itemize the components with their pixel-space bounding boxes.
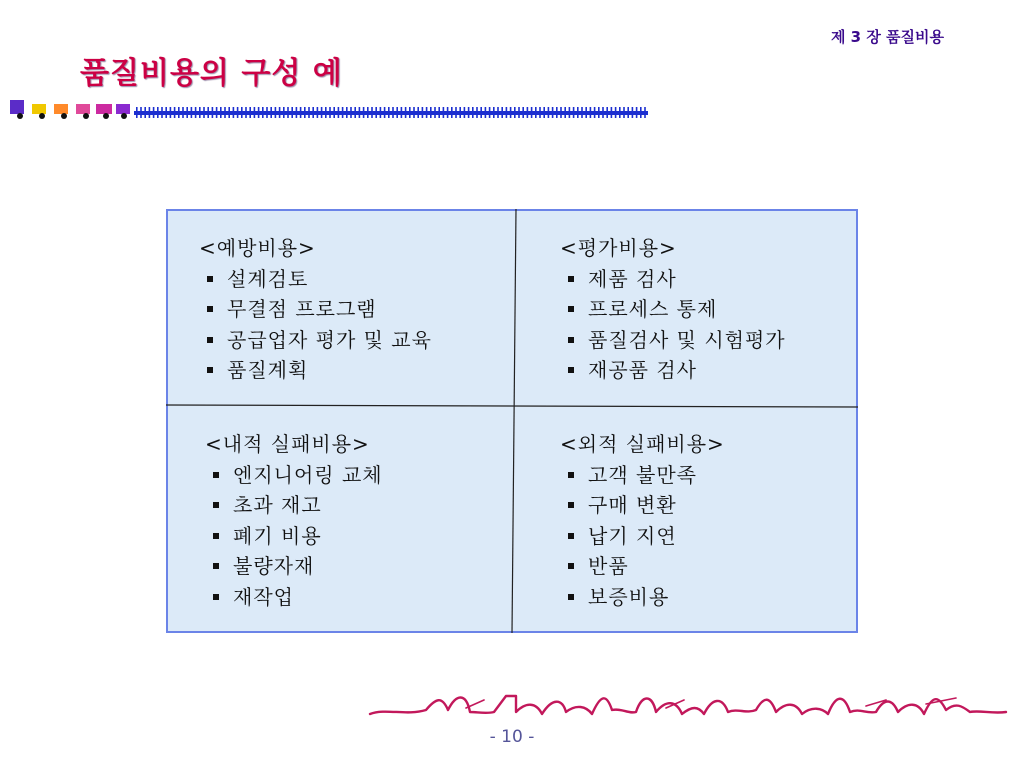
rail-tie [632,107,634,118]
rail-tie [510,107,512,118]
rail-tie [409,107,411,118]
square-bullet-icon [568,276,574,282]
rail-tie [594,107,596,118]
list-item: 재작업 [205,582,383,613]
square-bullet-icon [568,337,574,343]
external-failure-cost-heading: <외적 실패비용> [560,432,725,456]
rail-tie [535,107,537,118]
rail-tie [338,107,340,118]
decorative-scribble [366,688,1011,722]
rail-tie [485,107,487,118]
rail-tie [539,107,541,118]
rail-tie [346,107,348,118]
appraisal-cost-heading: <평가비용> [560,236,677,260]
rail-tie [233,107,235,118]
prevention-cost-quadrant [199,233,432,386]
rail-tie [136,107,138,118]
rail-tie [149,107,151,118]
rail-tie [501,107,503,118]
rail-tie [388,107,390,118]
square-bullet-icon [568,563,574,569]
rail-tie [417,107,419,118]
rail-tie [464,107,466,118]
rail-tie [375,107,377,118]
rail-tie [384,107,386,118]
rail-tie [140,107,142,118]
square-bullet-icon [213,594,219,600]
square-bullet-icon [568,306,574,312]
list-item: 초과 재고 [205,490,383,521]
rail-tie [548,107,550,118]
prevention-cost-list [199,264,432,386]
rail-tie [527,107,529,118]
rail-tie [224,107,226,118]
internal-failure-cost-heading: <내적 실패비용> [205,432,370,456]
list-item: 품질검사 및 시험평가 [560,325,786,356]
square-bullet-icon [207,367,213,373]
rail-tie [266,107,268,118]
rail-tie [640,107,642,118]
rail-tie [367,107,369,118]
rail-tie [430,107,432,118]
rail-tie [506,107,508,118]
rail-tie [401,107,403,118]
rail-tie [195,107,197,118]
rail-tie [619,107,621,118]
rail-tie [585,107,587,118]
rail-tie [543,107,545,118]
rail-tie [161,107,163,118]
rail-tie [531,107,533,118]
list-item: 무결점 프로그램 [199,294,432,325]
rail-tie [413,107,415,118]
prevention-cost-heading: <예방비용> [199,236,316,260]
list-item: 보증비용 [560,582,725,613]
rail-tie [157,107,159,118]
rail-tie [472,107,474,118]
square-bullet-icon [568,472,574,478]
rail-tie [182,107,184,118]
rail-tie [556,107,558,118]
list-item: 구매 변환 [560,490,725,521]
rail-tie [325,107,327,118]
rail-tie [270,107,272,118]
list-item: 고객 불만족 [560,460,725,491]
square-bullet-icon [568,367,574,373]
rail-tie [518,107,520,118]
rail-tie [296,107,298,118]
rail-tie [380,107,382,118]
rail-tie [443,107,445,118]
rail-tie [422,107,424,118]
rail-tie [178,107,180,118]
rail-tie [426,107,428,118]
external-failure-cost-quadrant [560,429,725,612]
rail-tie [459,107,461,118]
rail-tie [598,107,600,118]
rail-tie [254,107,256,118]
rail-tie [304,107,306,118]
rail-tie [329,107,331,118]
rail-tie [312,107,314,118]
rail-tie [489,107,491,118]
square-bullet-icon [568,533,574,539]
square-bullet-icon [568,594,574,600]
rail-tie [333,107,335,118]
list-item: 반품 [560,551,725,582]
rail-tie [627,107,629,118]
rail-tie [283,107,285,118]
square-bullet-icon [213,472,219,478]
rail-tie [560,107,562,118]
rail-tie [396,107,398,118]
rail-tie [279,107,281,118]
list-item: 불량자재 [205,551,383,582]
appraisal-cost-quadrant [560,233,786,386]
rail-tie [371,107,373,118]
external-failure-cost-list [560,460,725,613]
rail-tie [636,107,638,118]
square-bullet-icon [213,533,219,539]
rail-tie [199,107,201,118]
rail-tie [144,107,146,118]
rail-tie [522,107,524,118]
list-item: 공급업자 평가 및 교육 [199,325,432,356]
rail-tie [241,107,243,118]
square-bullet-icon [213,502,219,508]
rail-tie [300,107,302,118]
rail-tie [359,107,361,118]
list-item: 프로세스 통제 [560,294,786,325]
rail-tie [220,107,222,118]
rail-tie [350,107,352,118]
rail-tie [354,107,356,118]
train-decoration [0,96,660,126]
rail-tie [493,107,495,118]
rail-tie [321,107,323,118]
rail-tie [258,107,260,118]
rail-tie [480,107,482,118]
rail-tie [476,107,478,118]
rail-tie [262,107,264,118]
list-item: 설계검토 [199,264,432,295]
rail-tie [514,107,516,118]
rail-tie [191,107,193,118]
square-bullet-icon [207,337,213,343]
list-item: 재공품 검사 [560,355,786,386]
rail-tie [615,107,617,118]
chapter-label: 제 3 장 품질비용 [830,28,944,46]
rail-tie [216,107,218,118]
rail-tie [602,107,604,118]
internal-failure-cost-quadrant [205,429,383,612]
rail-tie [497,107,499,118]
rail-tie [245,107,247,118]
rail-tie [342,107,344,118]
list-item: 제품 검사 [560,264,786,295]
rail-tie [392,107,394,118]
slide-title: 품질비용의 구성 예 [80,56,343,91]
rail-tie [606,107,608,118]
page-number: - 10 - [489,727,535,747]
rail-tie [275,107,277,118]
rail-tie [468,107,470,118]
rail-tie [564,107,566,118]
rail-tie [434,107,436,118]
list-item: 품질계획 [199,355,432,386]
rail-tie [447,107,449,118]
rail-tie [569,107,571,118]
train-cars [10,100,130,119]
rail-tie [611,107,613,118]
list-item: 엔지니어링 교체 [205,460,383,491]
rail-line [134,111,648,115]
rail-tie [249,107,251,118]
rail-tie [207,107,209,118]
list-item: 폐기 비용 [205,521,383,552]
square-bullet-icon [568,502,574,508]
rail-tie [228,107,230,118]
rail-tie [581,107,583,118]
rail-tie [174,107,176,118]
rail-tie [577,107,579,118]
rail-tie [644,107,646,118]
rail-tie [203,107,205,118]
square-bullet-icon [207,276,213,282]
rail-tie [623,107,625,118]
rail-tie [317,107,319,118]
rail-tie [590,107,592,118]
rail-tie [451,107,453,118]
rail-tie [455,107,457,118]
rail-tie [212,107,214,118]
rail-tie [287,107,289,118]
list-item: 납기 지연 [560,521,725,552]
rail-tie [237,107,239,118]
internal-failure-cost-list [205,460,383,613]
square-bullet-icon [213,563,219,569]
rail-tie [170,107,172,118]
rail-tie [153,107,155,118]
rail-tie [552,107,554,118]
rail-tie [308,107,310,118]
rail-tie [405,107,407,118]
square-bullet-icon [207,306,213,312]
appraisal-cost-list [560,264,786,386]
rail-tie [363,107,365,118]
rail-tie [573,107,575,118]
rail-tie [438,107,440,118]
cost-matrix [166,209,858,633]
rail-tie [186,107,188,118]
rail-tie [165,107,167,118]
rail-tie [291,107,293,118]
